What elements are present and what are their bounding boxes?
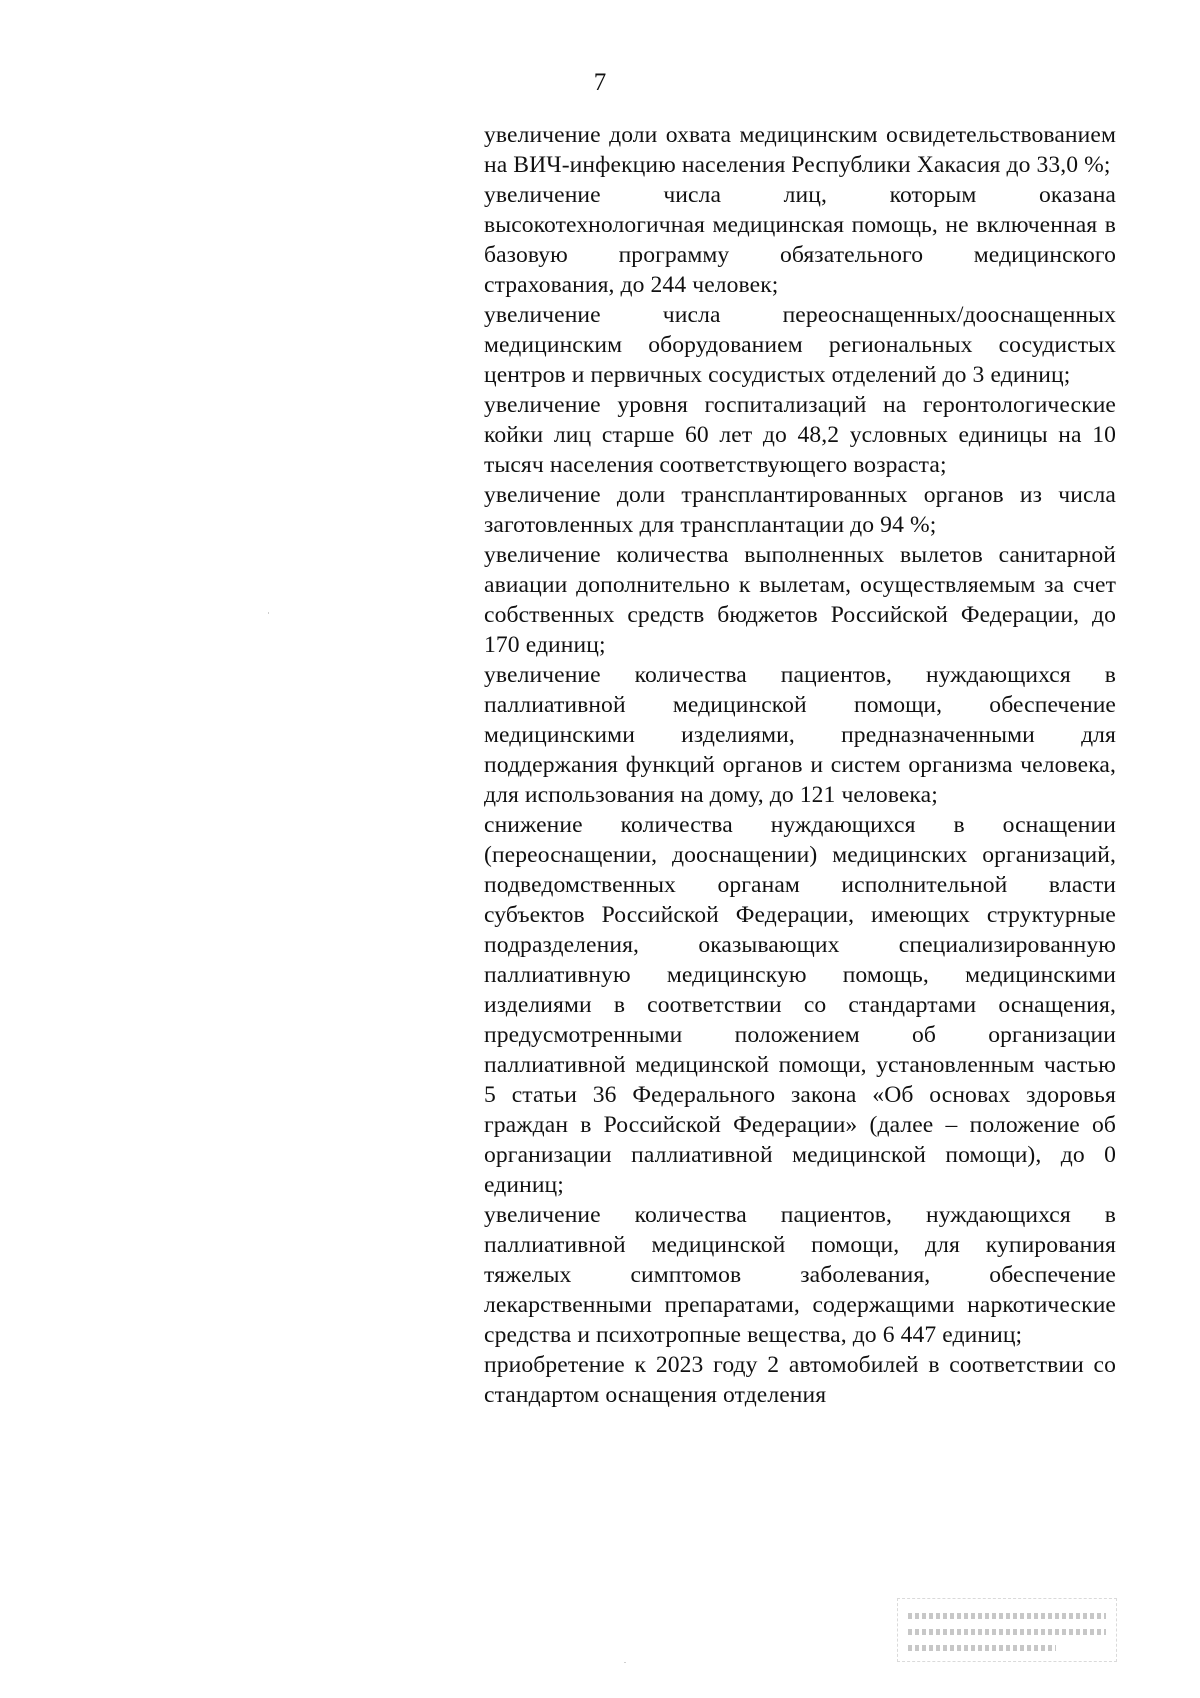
stamp-line xyxy=(908,1613,1106,1619)
page-number: 7 xyxy=(593,69,607,96)
scan-artifact xyxy=(268,612,269,614)
paragraph-palliative-drugs: увеличение количества пациентов, нуждающихся в паллиативной медицинской помощи, для купирования тяжелых симптомов заболевания, обеспечение лекарственными препаратами, содержащими наркотические средства и психотропные вещества, до 6 447 единиц; xyxy=(484,1202,1116,1348)
paragraph-air-ambulance: увеличение количества выполненных вылетов санитарной авиации дополнительно к вылетам, осуществляемым за счет собственных средств бюджетов Российской Федерации, до 170 единиц; xyxy=(484,542,1116,658)
document-body xyxy=(484,120,1116,1410)
stamp-line xyxy=(908,1645,1056,1651)
paragraph-palliative-devices: увеличение количества пациентов, нуждающихся в паллиативной медицинской помощи, обеспечение медицинскими изделиями, предназначенными для поддержания функций органов и систем организма человека, для использования на дому, до 121 человека; xyxy=(484,662,1116,808)
copy-stamp xyxy=(897,1598,1117,1662)
paragraph-high-tech-care: увеличение числа лиц, которым оказана высокотехнологичная медицинская помощь, не включенная в базовую программу обязательного медицинского страхования, до 244 человек; xyxy=(484,182,1116,298)
paragraph-vehicles: приобретение к 2023 году 2 автомобилей в соответствии со стандартом оснащения отделения xyxy=(484,1352,1116,1408)
paragraph-gerontology-beds: увеличение уровня госпитализаций на геронтологические койки лиц старше 60 лет до 48,2 условных единицы на 10 тысяч населения соответствующего возраста; xyxy=(484,392,1116,478)
paragraph-palliative-equipment: снижение количества нуждающихся в оснащении (переоснащении, дооснащении) медицинских организаций, подведомственных органам исполнительной власти субъектов Российской Федерации, имеющих структурные подразделения, оказывающих специализированную паллиативную медицинскую помощь, медицинскими изделиями в соответствии со стандартами оснащения, предусмотренными положением об организации паллиативной медицинской помощи, установленным частью 5 статьи 36 Федерального закона «Об основах здоровья граждан в Российской Федерации» (далее – положение об организации паллиативной медицинской помощи), до 0 единиц; xyxy=(484,812,1116,1198)
paragraph-transplant-organs: увеличение доли трансплантированных органов из числа заготовленных для трансплантации до 94 %; xyxy=(484,482,1116,538)
scan-artifact xyxy=(624,1662,626,1663)
paragraph-hiv-screening: увеличение доли охвата медицинским освидетельствованием на ВИЧ-инфекцию населения Республики Хакасия до 33,0 %; xyxy=(484,122,1116,178)
paragraph-vascular-centers: увеличение числа переоснащенных/дооснащенных медицинским оборудованием региональных сосудистых центров и первичных сосудистых отделений до 3 единиц; xyxy=(484,302,1116,388)
stamp-line xyxy=(908,1629,1106,1635)
